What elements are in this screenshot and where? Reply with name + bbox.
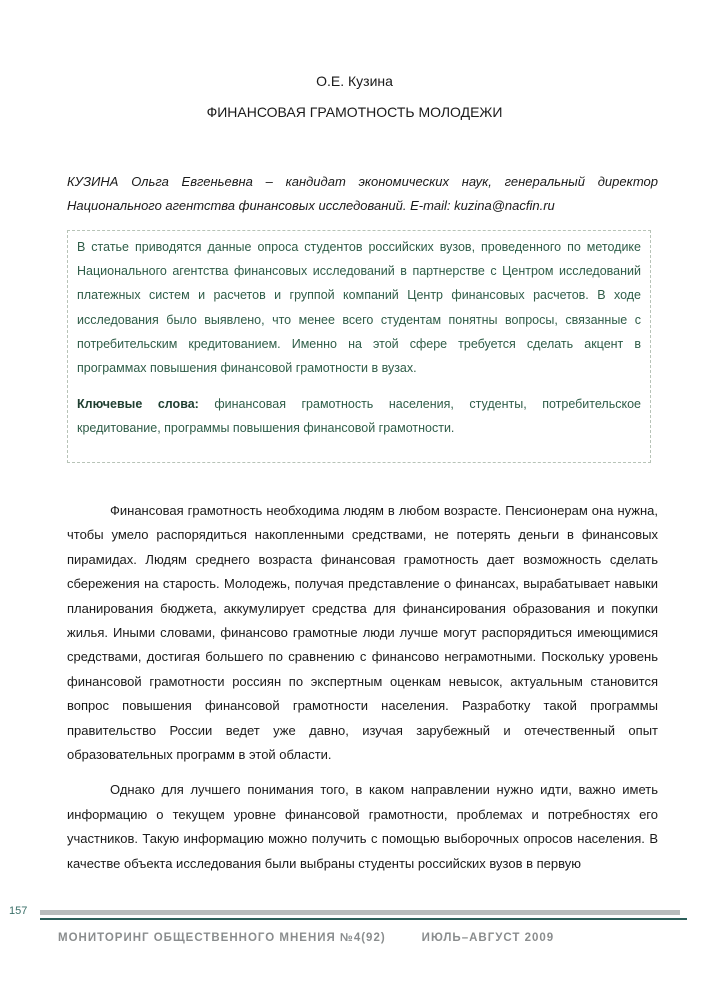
page-number: 157 <box>9 905 28 917</box>
author-name: О.Е. Кузина <box>316 73 393 89</box>
journal-footer <box>58 932 678 944</box>
keywords-label: Ключевые слова: <box>77 397 199 412</box>
keywords-list: финансовая грамотность населения, студенты, потребительское кредитование, программы повышения финансовой грамотности. <box>77 397 641 436</box>
article-body <box>67 499 658 876</box>
journal-name: МОНИТОРИНГ ОБЩЕСТВЕННОГО МНЕНИЯ №4(92) <box>58 932 386 944</box>
body-paragraph-1: Финансовая грамотность необходима людям в любом возрасте. Пенсионерам она нужна, чтобы умело распорядиться накопленными средствами, не потерять деньги в финансовых пирамидах. Людям среднего возраста финансовая грамотность дает возможность сделать сбережения на старость. Молодежь, получая представление о финансах, вырабатывает навыки планирования бюджета, аккумулирует средства для финансирования образования и покупки жилья. Иными словами, финансово грамотные люди лучше могут распорядиться имеющимися средствами, достигая большего по сравнению с финансово неграмотными. Поскольку уровень финансовой грамотности россиян по экспертным оценкам невысок, актуальным становится вопрос повышения финансовой грамотности населения. Разработку такой программы правительство России ведет уже давно, изучая зарубежный и отечественный опыт образовательных программ в этой области. <box>67 503 658 763</box>
abstract-box <box>67 230 651 463</box>
footer-rule-thick <box>40 910 680 915</box>
article-title: ФИНАНСОВАЯ ГРАМОТНОСТЬ МОЛОДЕЖИ <box>206 104 503 120</box>
body-paragraph-2: Однако для лучшего понимания того, в каком направлении нужно идти, важно иметь информацию о текущем уровне финансовой грамотности, проблемах и потребностях его участников. Такую информацию можно получить с помощью выборочных опросов населения. В качестве объекта исследования были выбраны студенты российских вузов в первую <box>67 782 658 871</box>
keywords <box>77 392 641 440</box>
footer-rule-thin <box>40 918 687 920</box>
abstract-text: В статье приводятся данные опроса студентов российских вузов, проведенного по методике Национального агентства финансовых исследований в партнерстве с Центром исследований платежных систем и расчетов и группой компаний Центр финансовых расчетов. В ходе исследования было выявлено, что менее всего студентам понятны вопросы, связанные с потребительским кредитованием. Именно на этой сфере требуется сделать акцент в программах повышения финансовой грамотности в вузах. <box>77 240 641 376</box>
author-info: КУЗИНА Ольга Евгеньевна – кандидат экономических наук, генеральный директор Национального агентства финансовых исследований. E-mail: kuzina@nacfin.ru <box>67 174 658 213</box>
issue-date: ИЮЛЬ–АВГУСТ 2009 <box>421 932 555 944</box>
